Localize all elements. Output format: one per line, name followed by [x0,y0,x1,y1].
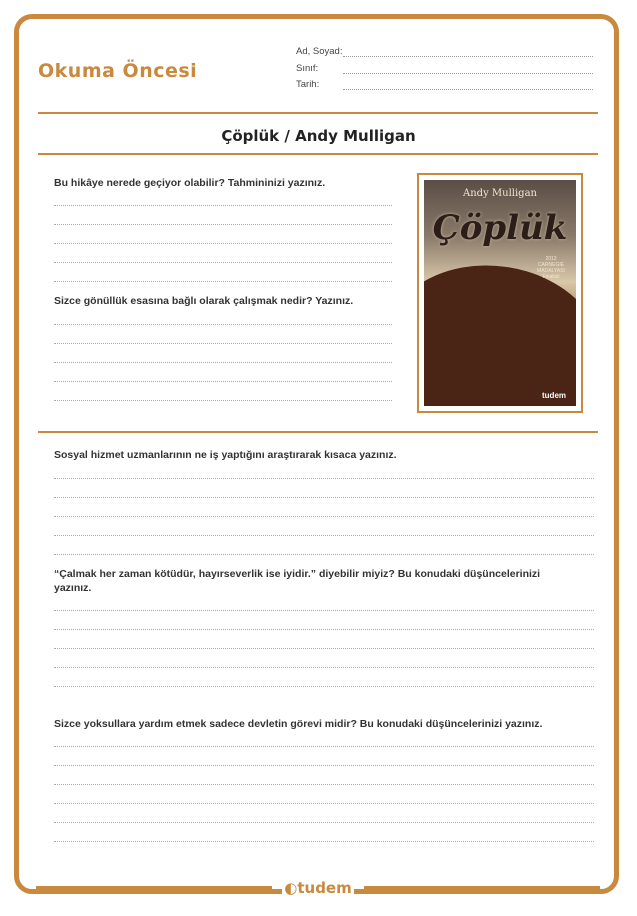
answer-line[interactable] [54,362,392,363]
answer-line[interactable] [54,746,594,747]
answer-line[interactable] [54,478,594,479]
footer-rule-right [364,886,600,891]
answer-line[interactable] [54,686,594,687]
class-field[interactable] [343,73,593,74]
cover-publisher: tudem [542,391,566,400]
answer-line[interactable] [54,803,594,804]
class-label: Sınıf: [296,63,319,74]
date-label: Tarih: [296,79,320,90]
answer-line[interactable] [54,765,594,766]
question-4: “Çalmak her zaman kötüdür, hayırseverlik ise iyidir.” diyebilir miyiz? Bu konudaki düşüncelerinizi yazınız. [54,568,541,594]
divider [38,431,598,433]
question-5: Sizce yoksullara yardım etmek sadece devletin görevi midir? Bu konudaki düşüncelerinizi yazınız. [54,718,543,730]
answer-line[interactable] [54,281,392,282]
question-2: Sizce gönüllük esasına bağlı olarak çalışmak nedir? Yazınız. [54,295,354,307]
answer-line[interactable] [54,822,594,823]
question-3: Sosyal hizmet uzmanlarının ne iş yaptığını araştırarak kısaca yazınız. [54,449,397,461]
section-title: Okuma Öncesi [38,60,198,82]
answer-line[interactable] [54,554,594,555]
answer-line[interactable] [54,497,594,498]
publisher-logo [282,879,354,897]
answer-line[interactable] [54,629,594,630]
answer-line[interactable] [54,535,594,536]
answer-line[interactable] [54,343,392,344]
cover-award: 2012 CARNEGIE MADALYASI Finalisti [537,256,565,280]
footer-rule-left [36,886,272,891]
date-field[interactable] [343,89,593,90]
name-field[interactable] [343,56,593,57]
cover-author: Andy Mulligan [463,188,537,199]
answer-line[interactable] [54,381,392,382]
answer-line[interactable] [54,224,392,225]
answer-line[interactable] [54,648,594,649]
name-label: Ad, Soyad: [296,46,343,57]
tudem-logo-icon: ◐ [284,879,298,897]
book-title: Çöplük / Andy Mulligan [221,127,416,145]
question-1: Bu hikâye nerede geçiyor olabilir? Tahmininizi yazınız. [54,177,326,189]
answer-line[interactable] [54,243,392,244]
answer-line[interactable] [54,400,392,401]
answer-line[interactable] [54,516,594,517]
book-cover [417,173,583,413]
answer-line[interactable] [54,262,392,263]
answer-line[interactable] [54,784,594,785]
answer-line[interactable] [54,205,392,206]
divider [38,112,598,114]
footer-logo-text: tudem [297,879,352,897]
divider [38,153,598,155]
cover-title: Çöplük [432,208,568,248]
answer-line[interactable] [54,324,392,325]
answer-line[interactable] [54,610,594,611]
answer-line[interactable] [54,667,594,668]
book-cover-image [424,180,576,406]
answer-line[interactable] [54,841,594,842]
